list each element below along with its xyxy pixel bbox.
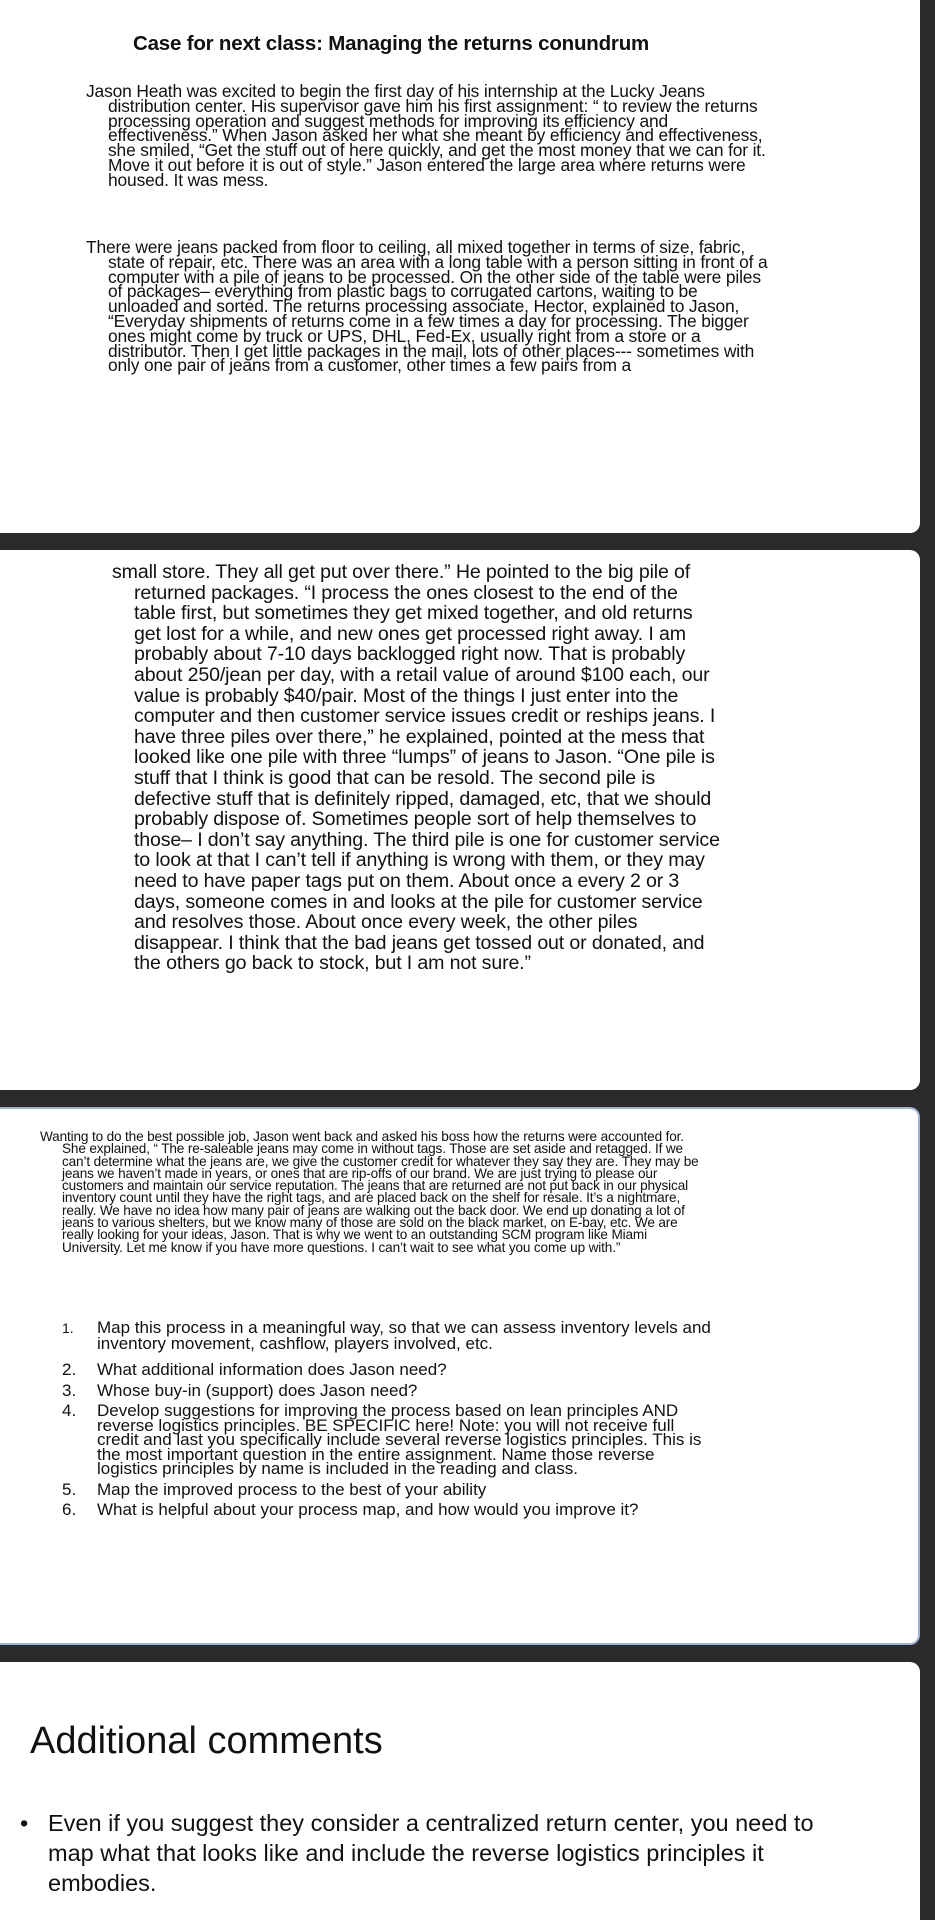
question-text: What additional information does Jason need? [97, 1360, 447, 1379]
case-paragraph-4: Wanting to do the best possible job, Jason went back and asked his boss how the returns were accounted for. She explained, “ The re-saleable jeans may come in without tags. Those are set aside and retagged. If we can’t determine what the jeans are, we give the customer credit for whatever they say they are. They may be jeans we haven’t made in years, or ones that are rip-offs of our brand. We are just trying to please our customers and maintain our service reputation. The jeans that are returned are not put back in our physical inventory count until they have the right tags, and are placed back on the shelf for resale. It’s a nightmare, really. We have no idea how many pair of jeans are walking out the back door. We end up donating a lot of jeans to various shelters, but we know many of those are sold on the black market, on E-bay, etc. We are really looking for your ideas, Jason. That is why we went to an outstanding SCM program like Miami University. Let me know if you have more questions. I can’t wait to see what you come up with.” [40, 1129, 699, 1255]
additional-comments-heading: Additional comments [30, 1720, 383, 1762]
question-number: 4. [62, 1401, 77, 1420]
question-number: 3. [62, 1380, 77, 1400]
comment-bullet [20, 1808, 820, 1898]
question-item [62, 1500, 712, 1519]
question-list [62, 1320, 712, 1524]
case-paragraph-3: small store. They all get put over there.” He pointed to the big pile of returned packages. “I process the ones closest to the end of the table first, but sometimes they get mixed together, and old returns get lost for a while, and new ones get processed right away. I am probably about 7-10 days backlogged right now. That is probably about 250/jean per day, with a retail value of around $100 each, our value is probably $40/pair. Most of the things I just enter into the computer and then customer service issues credit or reships jeans. I have three piles over there,” he explained, pointed at the mess that looked like one pile with three “lumps” of jeans to Jason. “One pile is stuff that I think is good that can be resold. The second pile is defective stuff that is definitely ripped, damaged, etc, that we should probably dispose of. Sometimes people sort of help themselves to those– I don’t say anything. The third pile is one for customer service to look at that I can’t tell if anything is wrong with them, or they may need to have paper tags put on them. About once a every 2 or 3 days, someone comes in and looks at the pile for customer service and resolves those. About once every week, the other piles disappear. I think that the bad jeans get tossed out or donated, and the others go back to stock, but I am not sure.” [112, 561, 720, 975]
question-number: 5. [62, 1479, 77, 1499]
question-text: Map the improved process to the best of your ability [97, 1479, 487, 1499]
question-item [62, 1320, 712, 1351]
question-item [62, 1360, 712, 1379]
comment-text: Even if you suggest they consider a centralized return center, you need to map what that looks like and include the reverse logistics principles it embodies. [48, 1810, 814, 1896]
question-text: What is helpful about your process map, and how would you improve it? [97, 1500, 639, 1519]
question-text: Map this process in a meaningful way, so that we can assess inventory levels and inventory movement, cashflow, players involved, etc. [97, 1318, 711, 1353]
bullet-icon: • [20, 1810, 29, 1836]
question-item [62, 1401, 712, 1478]
question-number: 6. [62, 1500, 77, 1519]
question-text: Whose buy-in (support) does Jason need? [97, 1380, 418, 1400]
question-number: 2. [62, 1360, 77, 1379]
question-number: 1. [62, 1320, 74, 1336]
case-title: Case for next class: Managing the returns conundrum [133, 32, 650, 55]
question-item [62, 1479, 712, 1499]
question-item [62, 1380, 712, 1400]
case-paragraph-1: Jason Heath was excited to begin the first day of his internship at the Lucky Jeans distribution center. His supervisor gave him his first assignment: “ to review the returns processing operation and suggest methods for improving its efficiency and effectiveness.” When Jason asked her what she meant by efficiency and effectiveness, she smiled, “Get the stuff out of here quickly, and get the most money that we can for it. Move it out before it is out of style.” Jason entered the large area where returns were housed. It was mess. [86, 81, 766, 190]
case-paragraph-2: There were jeans packed from floor to ceiling, all mixed together in terms of size, fabric, state of repair, etc. There was an area with a long table with a person sitting in front of a computer with a pile of jeans to be processed. On the other side of the table were piles of packages– everything from plastic bags to corrugated cartons, waiting to be unloaded and sorted. The returns processing associate, Hector, explained to Jason, “Everyday shipments of returns come in a few times a day for processing. The bigger ones might come by truck or UPS, DHL, Fed-Ex, usually right from a store or a distributor. Then I get little packages in the mail, lots of other places--- sometimes with only one pair of jeans from a customer, other times a few pairs from a [86, 237, 768, 376]
question-text: Develop suggestions for improving the process based on lean principles AND reverse logistics principles. BE SPECIFIC here! Note: you will not receive full credit and last you specifically include several reverse logistics principles. This is the most important question in the entire assignment. Name those reverse logistics principles by name is included in the reading and class. [97, 1401, 702, 1478]
